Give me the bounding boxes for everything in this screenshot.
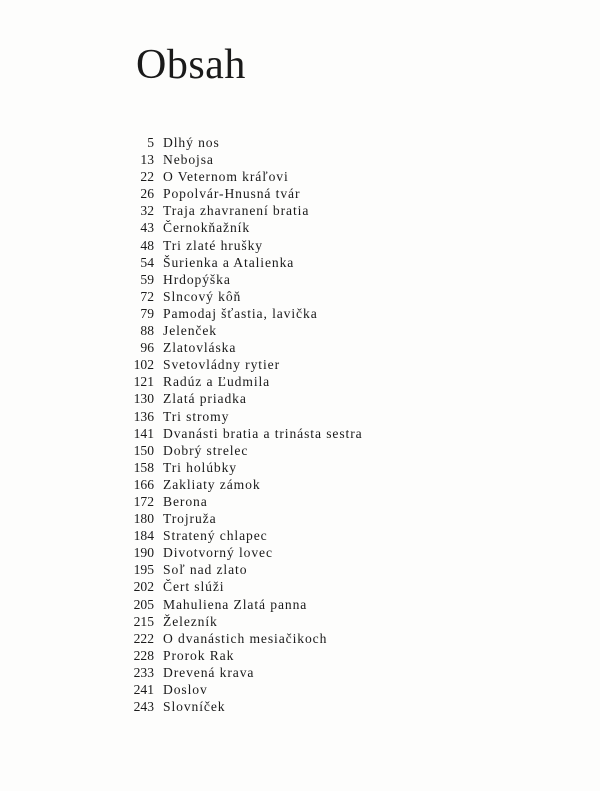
toc-page-number: 184 — [133, 528, 154, 544]
toc-entry-title: Zlatá priadka — [163, 391, 247, 407]
toc-entry-title: Zlatovláska — [163, 340, 237, 356]
page-title: Obsah — [136, 42, 246, 88]
toc-entry — [120, 613, 363, 630]
toc-page-number: 54 — [140, 254, 154, 270]
toc-entry — [120, 425, 363, 442]
toc-entry-title: Tri holúbky — [163, 459, 237, 475]
toc-entry — [120, 493, 363, 510]
toc-entry-title: Železník — [163, 613, 218, 629]
toc-page-number: 150 — [133, 442, 154, 458]
toc-entry — [120, 596, 363, 613]
toc-entry-title: Hrdopýška — [163, 271, 231, 287]
toc-page-number: 205 — [133, 596, 154, 612]
toc-entry — [120, 544, 363, 561]
toc-page-number: 88 — [140, 323, 154, 339]
toc-page-number: 26 — [140, 186, 154, 202]
toc-page-number: 32 — [140, 203, 154, 219]
toc-entry — [120, 476, 363, 493]
toc-entry — [120, 561, 363, 578]
toc-entry-title: O dvanástich mesiačikoch — [163, 630, 328, 646]
toc-entry-title: Dlhý nos — [163, 135, 220, 150]
toc-page-number: 172 — [133, 493, 154, 509]
toc-entry-title: Stratený chlapec — [163, 528, 268, 544]
toc-entry — [120, 271, 363, 288]
toc-entry-title: Popolvár-Hnusná tvár — [163, 186, 301, 202]
toc-page-number: 79 — [140, 305, 154, 321]
toc-entry — [120, 698, 363, 715]
toc-entry-title: Doslov — [163, 682, 208, 697]
toc-page-number: 195 — [133, 562, 154, 578]
toc-entry — [120, 288, 363, 305]
toc-page-number: 5 — [147, 135, 154, 150]
toc-page-number: 228 — [133, 647, 154, 663]
toc-page-number: 13 — [140, 152, 154, 168]
toc-entry-title: Černokňažník — [163, 220, 251, 236]
toc-entry — [120, 202, 363, 219]
toc-page-number: 233 — [133, 664, 154, 680]
toc-page-number: 166 — [133, 476, 154, 492]
toc-entry-title: Berona — [163, 493, 208, 509]
toc-entry — [120, 305, 363, 322]
toc-entry-title: Tri stromy — [163, 408, 230, 424]
toc-entry-title: Slovníček — [163, 699, 226, 715]
toc-entry-title: Šurienka a Atalienka — [163, 254, 295, 270]
toc-entry — [120, 459, 363, 476]
toc-entry — [120, 185, 363, 202]
toc-page-number: 72 — [140, 288, 154, 304]
toc-entry — [120, 390, 363, 407]
toc-page-number: 48 — [140, 237, 154, 253]
toc-entry — [120, 151, 363, 168]
toc-entry-title: Svetovládny rytier — [163, 357, 280, 373]
toc-entry — [120, 408, 363, 425]
toc-entry — [120, 681, 363, 698]
toc-entry-title: Zakliaty zámok — [163, 476, 261, 492]
toc-entry-title: Divotvorný lovec — [163, 545, 273, 561]
toc-entry-title: Dvanásti bratia a trinásta sestra — [163, 425, 363, 441]
toc-entry-title: Dobrý strelec — [163, 442, 249, 458]
toc-page-number: 22 — [140, 169, 154, 185]
toc-entry — [120, 254, 363, 271]
toc-entry-title: Mahuliena Zlatá panna — [163, 596, 308, 612]
toc-page-number: 202 — [133, 579, 154, 595]
toc-page-number: 43 — [140, 220, 154, 236]
toc-entry — [120, 168, 363, 185]
toc-page-number: 141 — [133, 425, 154, 441]
toc-page-number: 96 — [140, 340, 154, 356]
toc-entry-title: Nebojsa — [163, 152, 214, 168]
toc-entry — [120, 442, 363, 459]
toc-entry — [120, 339, 363, 356]
toc-page-number: 59 — [140, 271, 154, 287]
toc-entry — [120, 237, 363, 254]
toc-entry — [120, 219, 363, 236]
toc-page-number: 102 — [133, 357, 154, 373]
toc-page-number: 158 — [133, 459, 154, 475]
toc-entry-title: Pamodaj šťastia, lavička — [163, 305, 318, 321]
toc-entry-title: Tri zlaté hrušky — [163, 237, 263, 253]
toc-entry — [120, 578, 363, 595]
toc-entry — [120, 356, 363, 373]
table-of-contents — [120, 134, 363, 715]
toc-page-number: 180 — [133, 511, 154, 527]
toc-entry — [120, 373, 363, 390]
toc-page-number: 222 — [133, 630, 154, 646]
toc-entry-title: Prorok Rak — [163, 647, 235, 663]
toc-entry-title: Drevená krava — [163, 664, 255, 680]
toc-entry-title: Slncový kôň — [163, 288, 242, 304]
toc-entry — [120, 134, 363, 151]
toc-entry-title: Trojruža — [163, 511, 217, 527]
toc-entry-title: Čert slúži — [163, 579, 225, 595]
toc-page-number: 130 — [133, 391, 154, 407]
toc-page-number: 136 — [133, 408, 154, 424]
toc-entry-title: Jelenček — [163, 323, 217, 339]
toc-entry-title: Traja zhavranení bratia — [163, 203, 310, 219]
toc-entry — [120, 510, 363, 527]
toc-page-number: 243 — [133, 699, 154, 715]
toc-entry-title: Radúz a Ľudmila — [163, 374, 271, 390]
toc-entry — [120, 630, 363, 647]
toc-entry — [120, 322, 363, 339]
toc-page-number: 190 — [133, 545, 154, 561]
toc-page-number: 121 — [133, 374, 154, 390]
toc-entry — [120, 647, 363, 664]
toc-entry-title: Soľ nad zlato — [163, 562, 248, 578]
toc-page-number: 241 — [133, 682, 154, 697]
toc-page-number: 215 — [133, 613, 154, 629]
toc-entry — [120, 527, 363, 544]
toc-entry — [120, 664, 363, 681]
toc-entry-title: O Veternom kráľovi — [163, 169, 289, 185]
